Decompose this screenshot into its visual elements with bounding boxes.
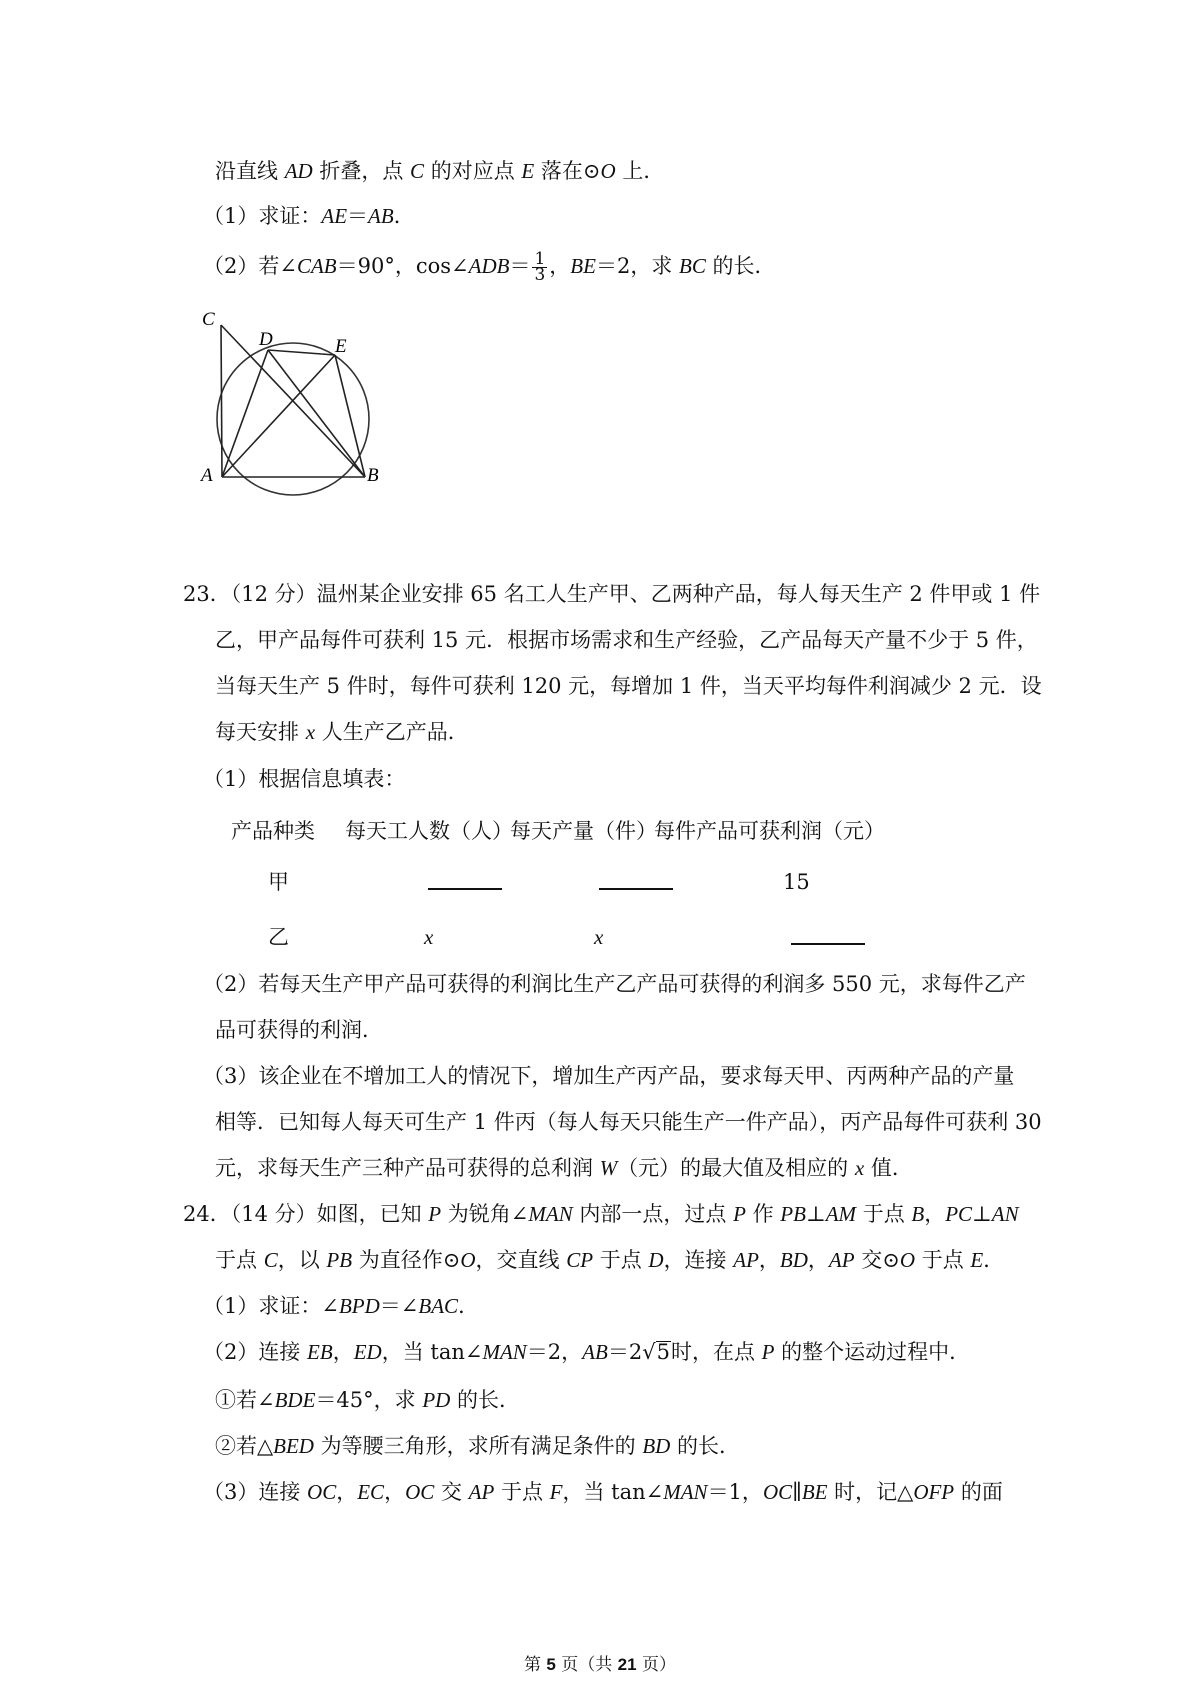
text-run: 为直径作⊙ xyxy=(352,1248,461,1272)
text-run: 上． xyxy=(615,159,665,183)
label-e: E xyxy=(335,336,347,357)
text-run: 沿直线 xyxy=(215,159,285,183)
math-symbol: ED xyxy=(353,1340,382,1364)
math-symbol: O xyxy=(899,1248,916,1272)
text-run: （元）的最大值及相应的 xyxy=(617,1156,855,1180)
math-symbol: AP xyxy=(468,1480,495,1504)
text-run: ， xyxy=(332,1340,354,1364)
math-symbol: AN xyxy=(991,1202,1019,1226)
footer-page-number: 5 xyxy=(546,1655,556,1674)
table-header-workers: 每天工人数（人） xyxy=(345,819,513,843)
text-run: 落在⊙ xyxy=(534,159,601,183)
text-run: 的对应点 xyxy=(424,159,522,183)
math-symbol: BDE xyxy=(274,1388,316,1412)
table-row-yi-output: x xyxy=(594,925,604,949)
math-symbol: CAB xyxy=(296,254,337,278)
text-run: 24．（14 分）如图，已知 xyxy=(183,1202,429,1226)
math-symbol: AD xyxy=(284,159,313,183)
q22-part1 xyxy=(203,202,415,230)
math-symbol: OC xyxy=(762,1480,793,1504)
math-symbol: EB xyxy=(307,1340,333,1364)
text-run: 的长． xyxy=(705,254,776,278)
q23-line-1 xyxy=(183,580,1040,608)
math-symbol: B xyxy=(911,1202,925,1226)
text-run: ＝ xyxy=(347,204,369,228)
text-run: 于点 xyxy=(215,1248,264,1272)
text-run: 于点 xyxy=(915,1248,971,1272)
q24-part1 xyxy=(203,1292,479,1320)
text-run: （1）求证：∠ xyxy=(203,1294,339,1318)
text-run: 的整个运动过程中． xyxy=(774,1340,971,1364)
q23-part3-line-1 xyxy=(203,1062,1014,1090)
math-symbol: EC xyxy=(357,1480,385,1504)
table-row-jia-profit: 15 xyxy=(783,870,810,894)
math-symbol: D xyxy=(648,1248,664,1272)
text-run: 于点 xyxy=(856,1202,912,1226)
table-row-yi-profit-blank[interactable] xyxy=(791,923,865,952)
q24-part2-sub1 xyxy=(215,1386,520,1414)
text-run: ． xyxy=(393,204,415,228)
q24-line-1 xyxy=(183,1200,1019,1228)
math-symbol: BAC xyxy=(418,1294,459,1318)
math-symbol: O xyxy=(600,159,616,183)
text-run: ， xyxy=(758,1248,780,1272)
text-run: ②若△ xyxy=(215,1434,274,1458)
text-run: （3）该企业在不增加工人的情况下，增加生产丙产品，要求每天甲、丙两种产品的产量 xyxy=(203,1064,1015,1088)
text-run: 时，记△ xyxy=(827,1480,914,1504)
math-symbol: AB xyxy=(368,204,394,228)
text-run: ，连接 xyxy=(663,1248,734,1272)
text-run: 为锐角∠ xyxy=(441,1202,529,1226)
text-run: ＝∠ xyxy=(379,1294,419,1318)
table-header-output: 每天产量（件） xyxy=(510,819,657,843)
text-run: （3）连接 xyxy=(203,1480,308,1504)
math-symbol: BED xyxy=(273,1434,314,1458)
text-run: 的长． xyxy=(450,1388,521,1412)
text-run: （2）若∠ xyxy=(203,254,297,278)
text-run: 交⊙ xyxy=(854,1248,900,1272)
text-run: ，当 tan∠ xyxy=(381,1340,483,1364)
text-run: ＝2， xyxy=(526,1340,583,1364)
text-run: ＝ xyxy=(509,254,531,278)
text-run: 当每天生产 5 件时，每件可获利 120 元，每增加 1 件，当天平均每件利润减少 2 元．设 xyxy=(215,674,1042,698)
label-d: D xyxy=(259,329,273,350)
q22-intro xyxy=(215,157,664,185)
footer-mid: 页（共 xyxy=(555,1655,618,1675)
q24-part2 xyxy=(203,1338,970,1366)
q23-part2-line-2 xyxy=(215,1016,383,1044)
footer-post: 页） xyxy=(636,1655,676,1675)
text-run: 人生产乙产品． xyxy=(315,720,469,744)
text-run: ⊥ xyxy=(805,1202,826,1226)
text-run: 品可获得的利润． xyxy=(215,1018,383,1042)
q24-part3 xyxy=(203,1478,1003,1506)
label-a: A xyxy=(201,465,213,486)
q22-part2 xyxy=(203,249,776,285)
math-symbol: P xyxy=(761,1340,775,1364)
text-run: 内部一点，过点 xyxy=(572,1202,734,1226)
text-run: 作 xyxy=(745,1202,781,1226)
text-run: 时，在点 xyxy=(670,1340,762,1364)
math-symbol: MAN xyxy=(482,1340,527,1364)
math-symbol: PB xyxy=(780,1202,806,1226)
table-row-yi-workers: x xyxy=(424,925,434,949)
math-symbol: P xyxy=(428,1202,442,1226)
math-symbol: CP xyxy=(566,1248,594,1272)
q23-line-4 xyxy=(215,718,469,746)
text-run: 值． xyxy=(864,1156,913,1180)
math-symbol: MAN xyxy=(663,1480,708,1504)
footer-pre: 第 xyxy=(523,1655,547,1675)
text-run: ＝1， xyxy=(707,1480,763,1504)
text-run: 23．（12 分）温州某企业安排 65 名工人生产甲、乙两种产品，每人每天生产 2 件甲或 1 件 xyxy=(183,582,1041,606)
math-symbol: W xyxy=(599,1156,618,1180)
text-run: ， xyxy=(549,254,571,278)
circle-o xyxy=(217,343,369,495)
q22-figure xyxy=(200,305,420,555)
table-header-profit: 每件产品可获利润（元） xyxy=(654,819,885,843)
math-symbol: PB xyxy=(326,1248,353,1272)
text-run: ＝2，求 xyxy=(595,254,679,278)
q23-part3-line-2 xyxy=(215,1108,1042,1136)
text-run: ⊥ xyxy=(972,1202,992,1226)
math-symbol: AB xyxy=(582,1340,608,1364)
text-run: 每天安排 xyxy=(215,720,306,744)
text-run: ＝45°，求 xyxy=(315,1388,423,1412)
math-symbol: BE xyxy=(570,254,596,278)
math-symbol: PD xyxy=(422,1388,451,1412)
text-run: （1）求证： xyxy=(203,204,322,228)
text-run: 为等腰三角形，求所有满足条件的 xyxy=(313,1434,643,1458)
text-run: ，交直线 xyxy=(475,1248,567,1272)
math-symbol: OFP xyxy=(913,1480,955,1504)
text-run: ，当 tan∠ xyxy=(562,1480,664,1504)
math-symbol: E xyxy=(521,159,535,183)
table-header-kind: 产品种类 xyxy=(231,819,315,843)
text-run: 元，求每天生产三种产品可获得的总利润 xyxy=(215,1156,600,1180)
page-footer xyxy=(0,1650,1200,1675)
math-symbol: E xyxy=(970,1248,984,1272)
text-run: 的面 xyxy=(954,1480,1003,1504)
math-symbol: F xyxy=(549,1480,563,1504)
math-symbol: BE xyxy=(801,1480,828,1504)
q23-part2-line-1 xyxy=(203,970,1026,998)
math-symbol: OC xyxy=(405,1480,435,1504)
footer-total-pages: 21 xyxy=(617,1655,637,1674)
q23-line-3 xyxy=(215,672,1042,700)
table-row-jia-workers-blank[interactable] xyxy=(428,868,502,897)
text-run: 于点 xyxy=(593,1248,649,1272)
text-run: 相等．已知每人每天可生产 1 件丙（每人每天只能生产一件产品），丙产品每件可获利 30 xyxy=(215,1110,1042,1134)
math-symbol: BD xyxy=(779,1248,808,1272)
text-run: ＝2 xyxy=(607,1340,643,1364)
text-run: ∥ xyxy=(792,1480,802,1504)
math-symbol: C xyxy=(263,1248,278,1272)
math-symbol: x xyxy=(305,720,316,744)
math-symbol: BD xyxy=(642,1434,671,1458)
q23-part3-line-3 xyxy=(215,1154,913,1182)
math-symbol: OC xyxy=(307,1480,337,1504)
text-run: ， xyxy=(807,1248,829,1272)
text-run: 乙，甲产品每件可获利 15 元．根据市场需求和生产经验，乙产品每天产量不少于 5 件， xyxy=(215,628,1038,652)
q24-line-2 xyxy=(215,1246,1004,1274)
text-run: ， xyxy=(384,1480,406,1504)
square-root: √5 xyxy=(642,1340,670,1364)
text-run: （1）根据信息填表： xyxy=(203,767,406,791)
q24-part2-sub2 xyxy=(215,1432,740,1460)
table-row-yi-kind: 乙 xyxy=(268,925,289,949)
math-symbol: PC xyxy=(945,1202,973,1226)
text-run: ． xyxy=(458,1294,480,1318)
math-symbol: AE xyxy=(321,204,348,228)
math-symbol: AP xyxy=(828,1248,855,1272)
table-row-jia-kind: 甲 xyxy=(268,870,289,894)
text-run: ①若∠ xyxy=(215,1388,275,1412)
math-symbol: MAN xyxy=(528,1202,573,1226)
text-run: 交 xyxy=(434,1480,469,1504)
text-run: ，以 xyxy=(277,1248,327,1272)
text-run: ． xyxy=(983,1248,1005,1272)
math-symbol: P xyxy=(733,1202,746,1226)
text-run: ， xyxy=(924,1202,946,1226)
math-symbol: x xyxy=(854,1156,865,1180)
math-symbol: BC xyxy=(679,254,706,278)
math-symbol: C xyxy=(410,159,425,183)
label-c: C xyxy=(202,309,215,330)
math-symbol: ADB xyxy=(468,254,510,278)
math-symbol: AM xyxy=(825,1202,857,1226)
math-symbol: BPD xyxy=(338,1294,380,1318)
table-row-jia-output-blank[interactable] xyxy=(599,868,673,897)
text-run: （2）若每天生产甲产品可获得的利润比生产乙产品可获得的利润多 550 元，求每件乙产 xyxy=(203,972,1026,996)
fraction: $\frac{1}{3}$ xyxy=(534,249,546,285)
math-symbol: AP xyxy=(733,1248,759,1272)
q23-line-2 xyxy=(215,626,1038,654)
q23-part1 xyxy=(203,765,405,793)
text-run: （2）连接 xyxy=(203,1340,308,1364)
text-run: 折叠，点 xyxy=(312,159,411,183)
text-run: 的长． xyxy=(670,1434,741,1458)
math-symbol: O xyxy=(460,1248,476,1272)
text-run: 于点 xyxy=(494,1480,550,1504)
label-b: B xyxy=(367,465,379,486)
text-run: ， xyxy=(336,1480,358,1504)
text-run: ＝90°，cos∠ xyxy=(336,254,469,278)
